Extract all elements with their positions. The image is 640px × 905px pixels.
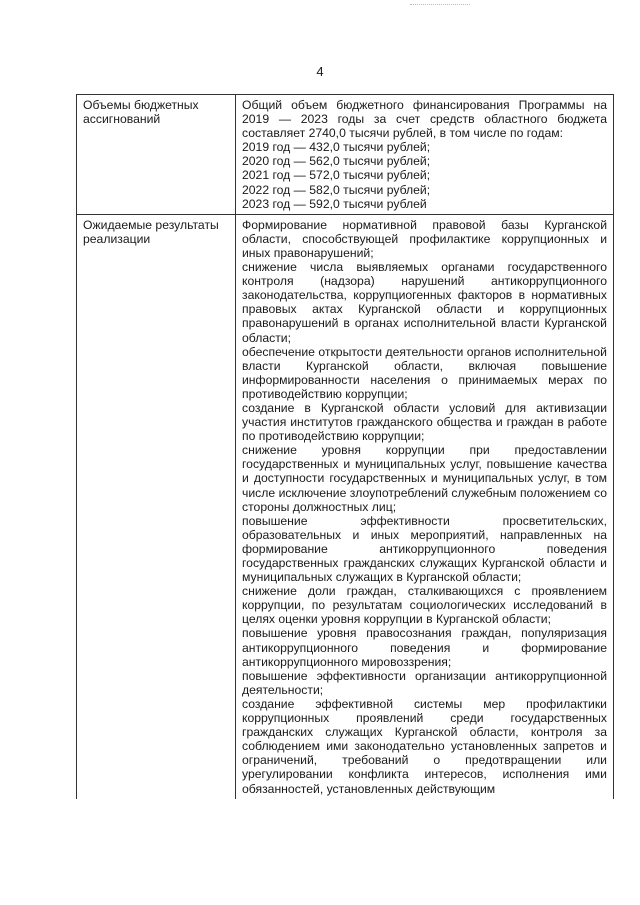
scan-artifact-top bbox=[410, 4, 470, 7]
table-row-budget bbox=[77, 95, 614, 215]
result-item: создание эффективной системы мер профилактики коррупционных проявлений среди государственных гражданских служащих Курганской области, контроля за соблюдением ими законодательно установленных запретов и ограничений, требований о предотвращении или урегулировании конфликта интересов, исполнения ими обязанностей, установленных действующим bbox=[242, 696, 607, 796]
program-passport-table bbox=[76, 94, 614, 799]
result-item: обеспечение открытости деятельности органов исполнительной власти Курганской области, включая повышение информированности населения о принимаемых мерах по противодействию коррупции; bbox=[242, 344, 607, 401]
budget-year-2020: 2020 год — 562,0 тысячи рублей; bbox=[242, 154, 431, 169]
budget-year-2023: 2023 год — 592,0 тысячи рублей bbox=[242, 196, 427, 211]
result-item: снижение доли граждан, сталкивающихся с проявлением коррупции, по результатам социологических исследований в целях оценки уровня коррупции в Курганской области; bbox=[242, 584, 607, 627]
budget-intro: Общий объем бюджетного финансирования Программы на 2019 — 2023 годы за счет средств областного бюджета составляет 2740,0 тысячи рублей, в том числе по годам: bbox=[242, 98, 607, 141]
page-number: 4 bbox=[316, 64, 324, 79]
result-item: создание в Курганской области условий для активизации участия институтов гражданского общества и граждан в работе по противодействию коррупции; bbox=[242, 400, 607, 444]
result-item: снижение числа выявляемых органами государственного контроля (надзора) нарушений антикоррупционного законодательства, коррупциогенных факторов в нормативных правовых актах Курганской области и коррупционных правонарушений в органах исполнительной власти Курганской области; bbox=[242, 260, 607, 345]
row-label-budget: Объемы бюджетных ассигнований bbox=[77, 95, 236, 215]
result-item: повышение уровня правосознания граждан, популяризация антикоррупционного поведения и формирование антикоррупционного мировоззрения; bbox=[242, 626, 607, 669]
budget-year-2022: 2022 год — 582,0 тысячи рублей; bbox=[242, 182, 431, 197]
result-item: повышение эффективности просветительских, образовательных и иных мероприятий, направленных на формирование антикоррупционного поведения государственных гражданских служащих Курганской области и муниципальных служащих в Курганской области; bbox=[242, 513, 607, 585]
result-item: Формирование нормативной правовой базы Курганской области, способствующей профилактике коррупционных и иных правонарушений; bbox=[242, 217, 607, 260]
row-content-results bbox=[236, 214, 614, 798]
budget-year-2021: 2021 год — 572,0 тысячи рублей; bbox=[242, 168, 431, 183]
result-item: повышение эффективности организации антикоррупционной деятельности; bbox=[242, 668, 607, 697]
table-row-results bbox=[77, 214, 614, 798]
budget-year-2019: 2019 год — 432,0 тысячи рублей; bbox=[242, 140, 431, 155]
row-content-budget bbox=[236, 95, 614, 215]
row-label-results: Ожидаемые результаты реализации bbox=[77, 214, 236, 798]
result-item: снижение уровня коррупции при предоставлении государственных и муниципальных услуг, повышение качества и доступности государственных и муниципальных услуг, в том числе исключение злоупотреблений служебным положением со стороны должностных лиц; bbox=[242, 443, 607, 514]
